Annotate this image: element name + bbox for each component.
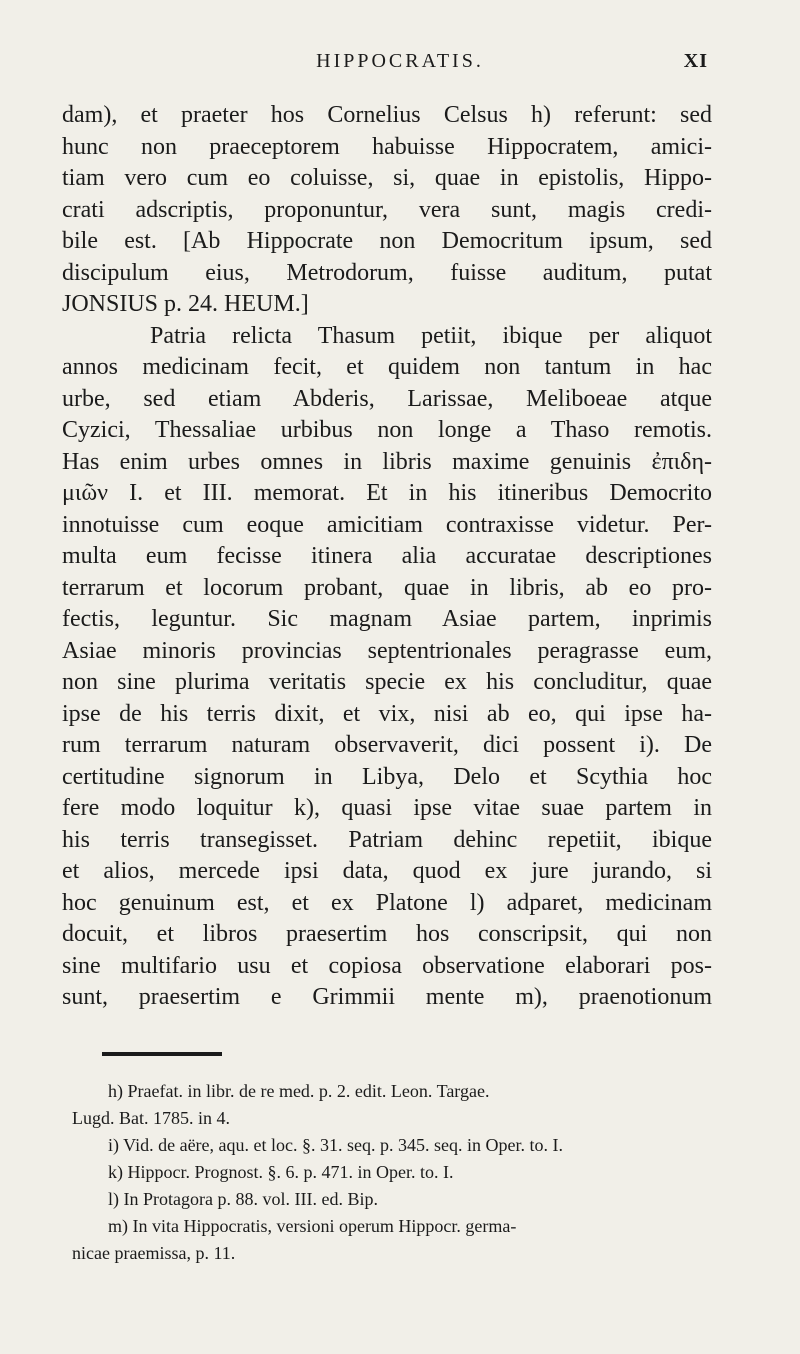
text-line: Has enim urbes omnes in libris maxime genuinis ἐπιδη-	[62, 448, 712, 475]
text-line: et alios, mercede ipsi data, quod ex jure jurando, si	[62, 858, 712, 884]
footnote-rule	[102, 1052, 222, 1056]
footnotes	[72, 1078, 718, 1267]
text-line: Asiae minoris provincias septentrionales peragrasse eum,	[62, 637, 712, 664]
text-line: hunc non praeceptorem habuisse Hippocratem, amici-	[62, 133, 712, 160]
text-line: bile est. [Ab Hippocrate non Democritum ipsum, sed	[62, 228, 712, 254]
text-line: ipse de his terris dixit, et vix, nisi ab eo, qui ipse ha-	[62, 700, 712, 727]
footnote-i: i) Vid. de aëre, aqu. et loc. §. 31. seq. p. 345. seq. in Oper. to. I.	[108, 1135, 563, 1155]
text-line: multa eum fecisse itinera alia accuratae descriptiones	[62, 543, 712, 569]
text-line: innotuisse cum eoque amicitiam contraxisse videtur. Per-	[62, 511, 712, 538]
text-line: sine multifario usu et copiosa observatione elaborari pos-	[62, 952, 712, 979]
text-line: Patria relicta Thasum petiit, ibique per aliquot	[150, 322, 712, 349]
footnote-h: h) Praefat. in libr. de re med. p. 2. edit. Leon. Targae.	[108, 1081, 490, 1101]
text-line: dam), et praeter hos Cornelius Celsus h) referunt: sed	[62, 102, 712, 128]
text-line: urbe, sed etiam Abderis, Larissae, Meliboeae atque	[62, 385, 712, 412]
footnote-h-continued: Lugd. Bat. 1785. in 4.	[72, 1108, 230, 1128]
page-header	[0, 46, 800, 76]
text-line: Cyzici, Thessaliae urbibus non longe a Thaso remotis.	[62, 417, 712, 443]
text-line: μιῶν I. et III. memorat. Et in his itineribus Democrito	[62, 480, 712, 506]
footnote-m: m) In vita Hippocratis, versioni operum Hippocr. germa-	[108, 1216, 517, 1236]
footnote-k: k) Hippocr. Prognost. §. 6. p. 471. in Oper. to. I.	[108, 1162, 454, 1182]
text-line: crati adscriptis, proponuntur, vera sunt, magis credi-	[62, 196, 712, 223]
text-line: sunt, praesertim e Grimmii mente m), praenotionum	[62, 984, 712, 1010]
text-line: hoc genuinum est, et ex Platone l) adparet, medicinam	[62, 889, 712, 916]
footnote-l: l) In Protagora p. 88. vol. III. ed. Bip.	[108, 1189, 378, 1209]
text-line: annos medicinam fecit, et quidem non tantum in hac	[62, 354, 712, 380]
text-line: tiam vero cum eo coluisse, si, quae in epistolis, Hippo-	[62, 165, 712, 191]
text-line: JONSIUS p. 24. HEUM.]	[62, 291, 309, 317]
running-title: HIPPOCRATIS.	[316, 50, 484, 72]
text-line: fere modo loquitur k), quasi ipse vitae suae partem in	[62, 795, 712, 821]
text-line: certitudine signorum in Libya, Delo et Scythia hoc	[62, 763, 712, 790]
text-line: terrarum et locorum probant, quae in libris, ab eo pro-	[62, 574, 712, 601]
page-number: XI	[683, 50, 708, 72]
text-line: discipulum eius, Metrodorum, fuisse auditum, putat	[62, 259, 712, 286]
main-text	[62, 100, 712, 1014]
text-line: non sine plurima veritatis specie ex his concluditur, quae	[62, 669, 712, 695]
text-line: rum terrarum naturam observaverit, dici possent i). De	[62, 732, 712, 758]
text-line: fectis, leguntur. Sic magnam Asiae partem, inprimis	[62, 606, 712, 632]
text-line: his terris transegisset. Patriam dehinc repetiit, ibique	[62, 826, 712, 853]
footnote-m-continued: nicae praemissa, p. 11.	[72, 1243, 236, 1263]
text-line: docuit, et libros praesertim hos conscripsit, qui non	[62, 921, 712, 947]
